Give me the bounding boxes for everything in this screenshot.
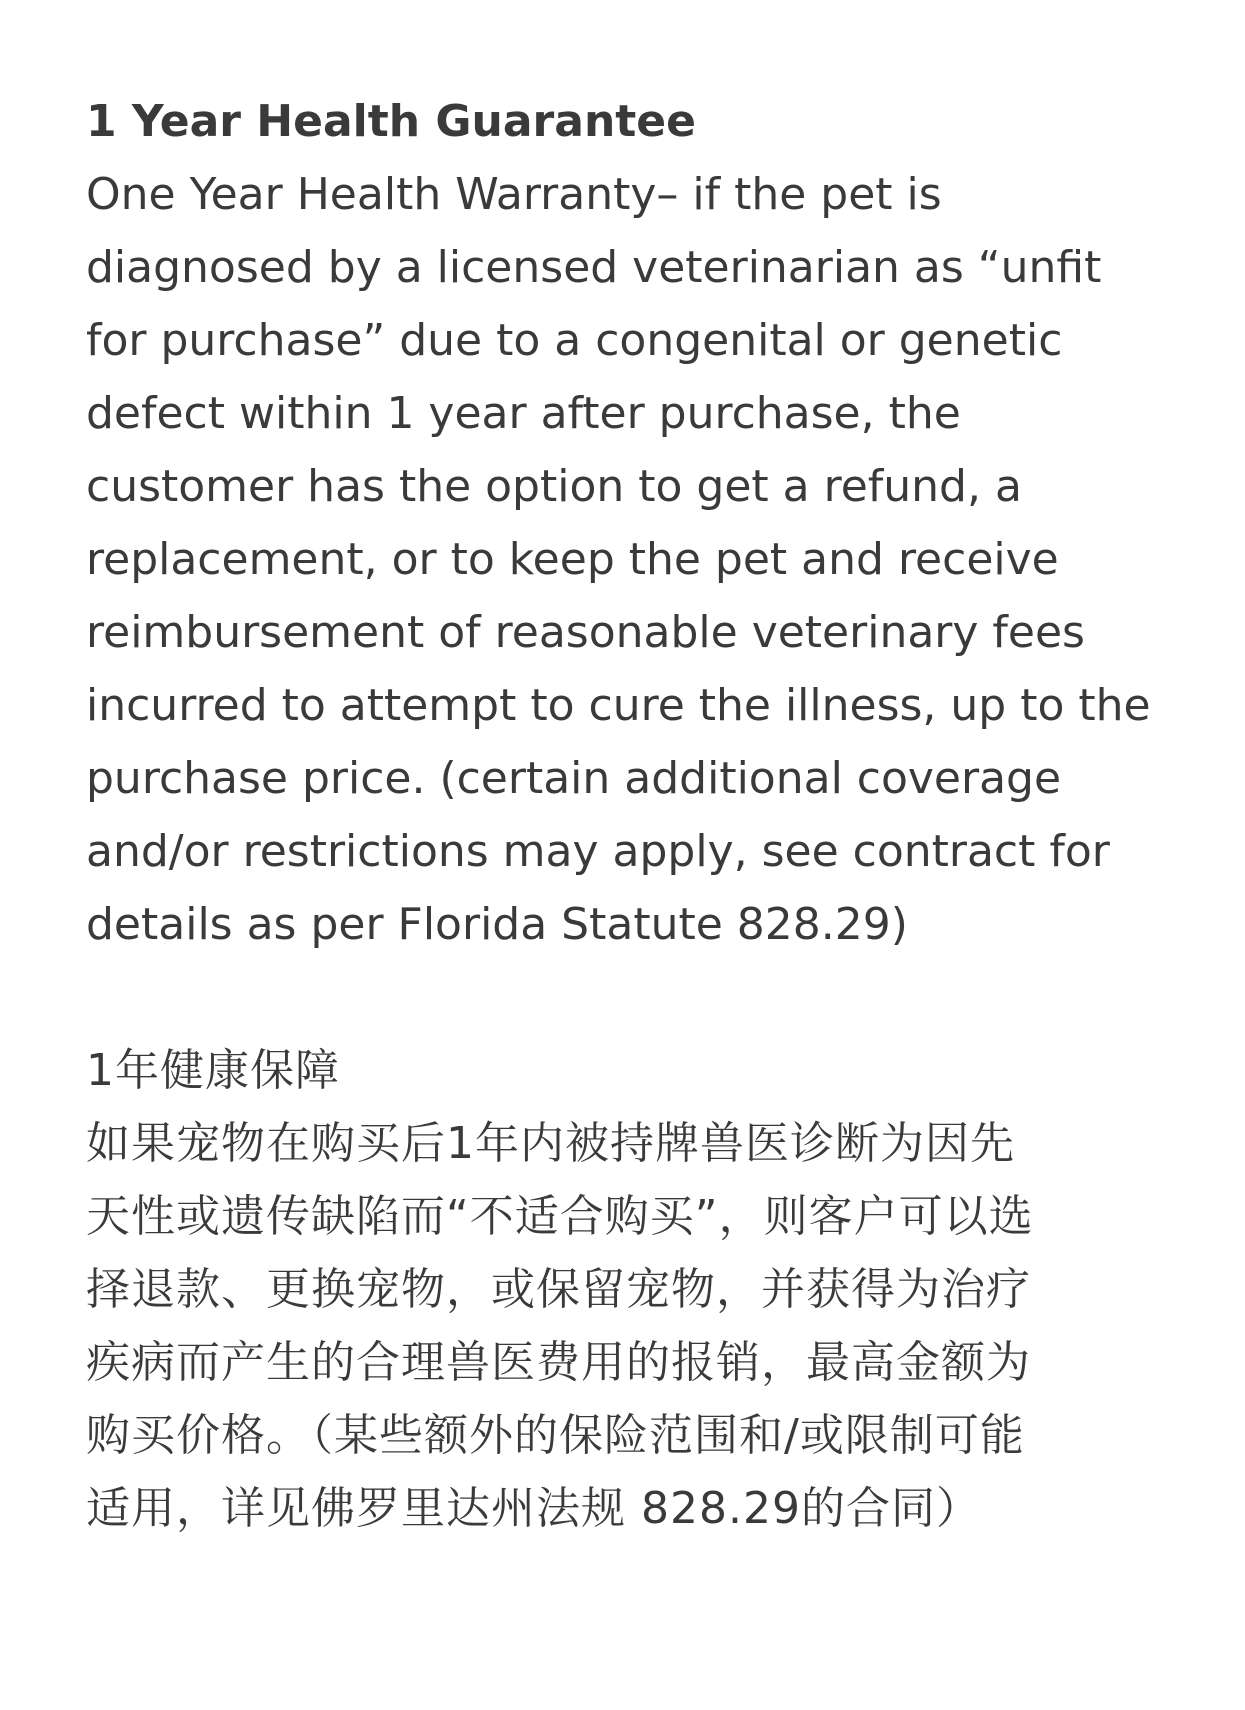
english-line: for purchase” due to a congenital or genetic (86, 315, 1063, 366)
english-line: defect within 1 year after purchase, the (86, 388, 961, 439)
english-line: replacement, or to keep the pet and receive (86, 534, 1059, 585)
note-content (86, 86, 1206, 1545)
chinese-line: 如果宠物在购买后1年内被持牌兽医诊断为因先 (86, 1118, 1015, 1169)
english-line: customer has the option to get a refund, a (86, 461, 1022, 512)
paragraph-spacer (86, 961, 1206, 1034)
english-line: reimbursement of reasonable veterinary fees (86, 607, 1085, 658)
chinese-line: 择退款、更换宠物，或保留宠物，并获得为治疗 (86, 1264, 1031, 1315)
english-line: One Year Health Warranty– if the pet is (86, 169, 942, 220)
english-line: details as per Florida Statute 828.29) (86, 899, 908, 950)
chinese-line: 适用，详见佛罗里达州法规 828.29的合同） (86, 1483, 981, 1534)
english-line: diagnosed by a licensed veterinarian as “unfit (86, 242, 1102, 293)
english-line: and/or restrictions may apply, see contract for (86, 826, 1110, 877)
chinese-heading: 1年健康保障 (86, 1045, 340, 1096)
chinese-line: 疾病而产生的合理兽医费用的报销，最高金额为 (86, 1337, 1031, 1388)
chinese-line: 天性或遗传缺陷而“不适合购买”，则客户可以选 (86, 1191, 1034, 1242)
english-heading: 1 Year Health Guarantee (86, 96, 696, 147)
english-line: purchase price. (certain additional coverage (86, 753, 1062, 804)
chinese-line: 购买价格。（某些额外的保险范围和/或限制可能 (86, 1410, 1025, 1461)
english-line: incurred to attempt to cure the illness, up to the (86, 680, 1151, 731)
